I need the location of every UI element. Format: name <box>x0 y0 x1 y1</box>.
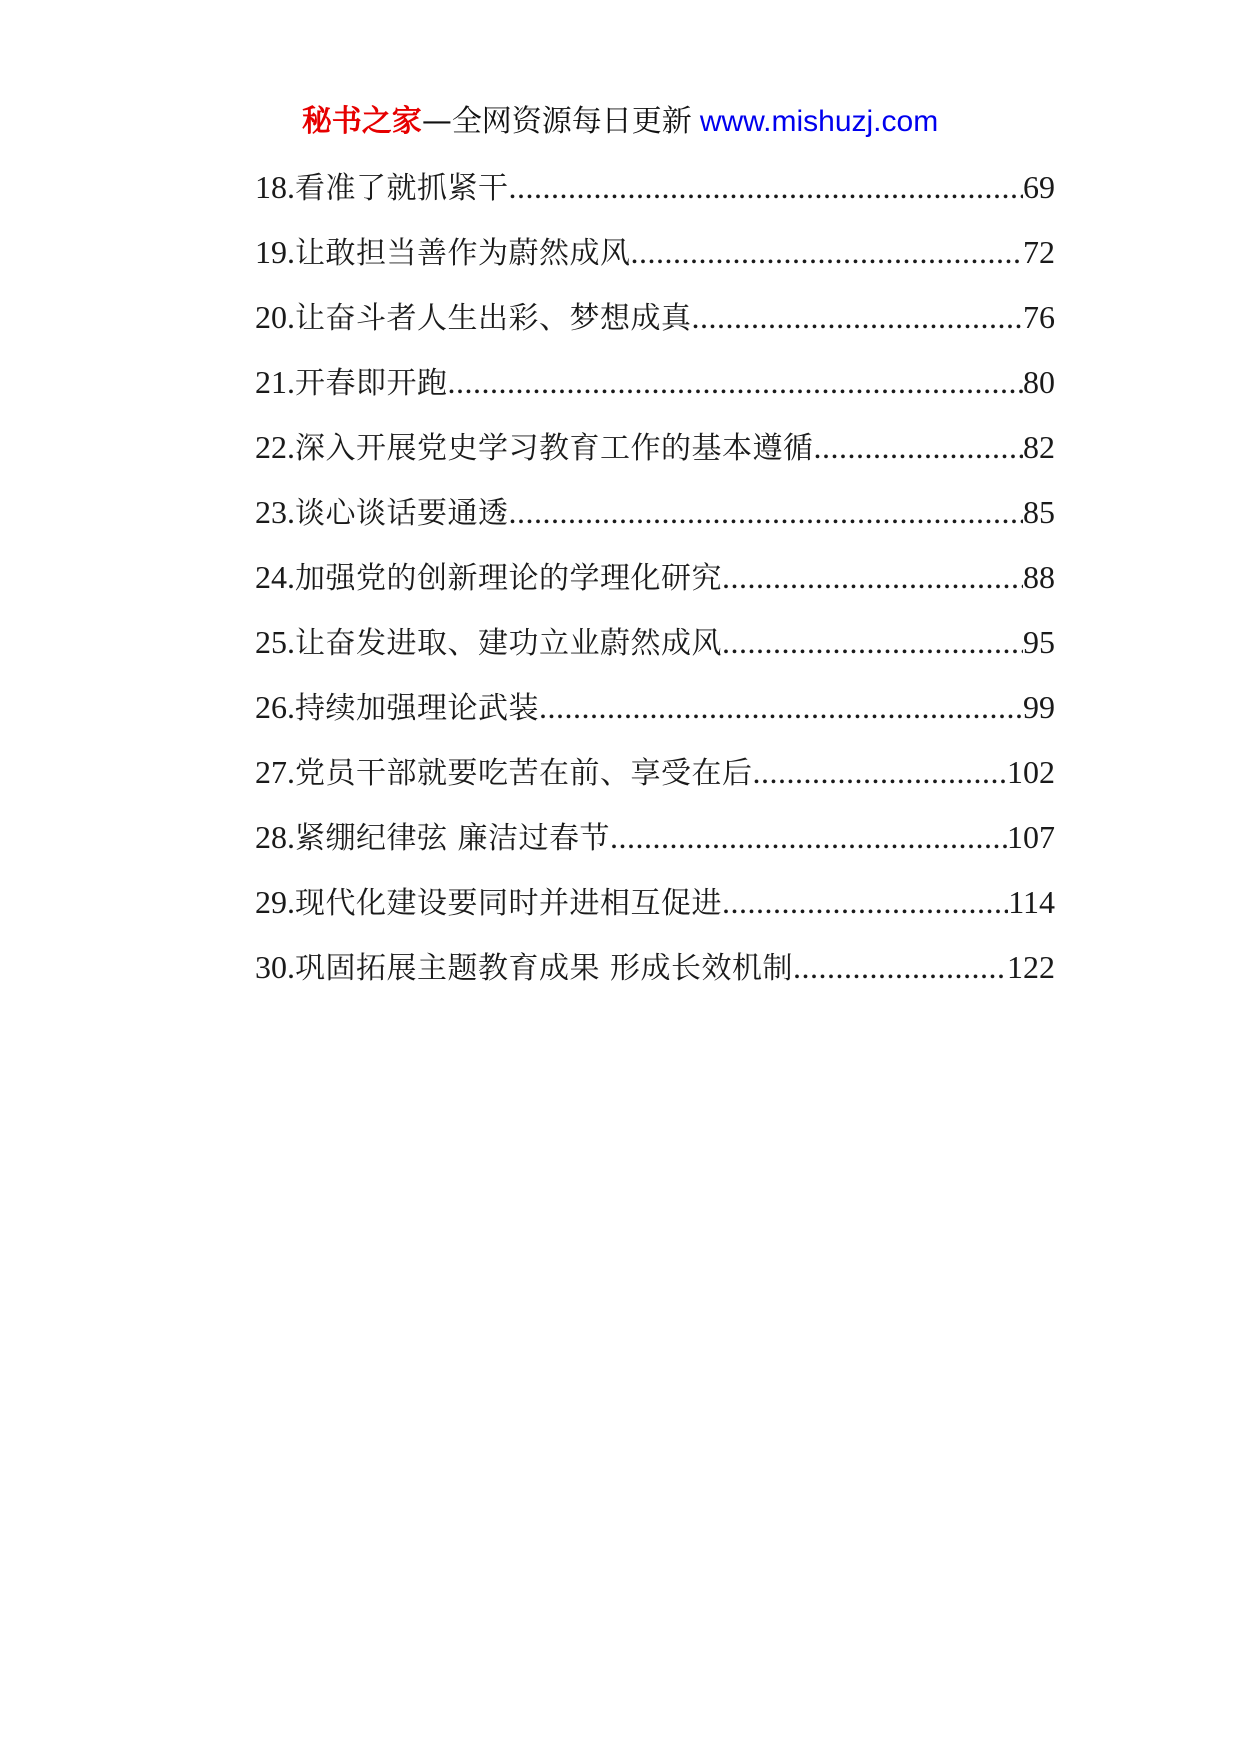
dot-leader <box>722 880 1008 924</box>
header-slogan: —全网资源每日更新 <box>421 104 692 139</box>
dot-leader <box>793 945 1007 989</box>
brand-name: 秘书之家 <box>301 104 422 139</box>
entry-page-number: 85 <box>1023 494 1055 530</box>
dot-leader <box>722 555 1023 599</box>
entry-page-number: 69 <box>1023 169 1055 205</box>
entry-title: 让敢担当善作为蔚然成风 <box>295 236 631 271</box>
entry-page-number: 88 <box>1023 559 1055 595</box>
entry-number: 27. <box>255 754 295 790</box>
entry-number: 19. <box>255 234 295 270</box>
toc-entry[interactable] <box>255 880 1055 945</box>
entry-page-number: 76 <box>1023 299 1055 335</box>
entry-title: 紧绷纪律弦 廉洁过春节 <box>295 821 611 856</box>
entry-page-number: 107 <box>1007 819 1055 855</box>
toc-entry[interactable] <box>255 620 1055 685</box>
entry-page-number: 80 <box>1023 364 1055 400</box>
entry-page-number: 114 <box>1008 884 1055 920</box>
entry-page-number: 72 <box>1023 234 1055 270</box>
entry-title: 现代化建设要同时并进相互促进 <box>295 886 722 921</box>
entry-page-number: 122 <box>1007 949 1055 985</box>
entry-number: 25. <box>255 624 295 660</box>
dot-leader <box>539 685 1023 729</box>
toc-entry[interactable] <box>255 685 1055 750</box>
entry-page-number: 102 <box>1007 754 1055 790</box>
entry-title: 深入开展党史学习教育工作的基本遵循 <box>295 431 814 466</box>
entry-title: 让奋发进取、建功立业蔚然成风 <box>295 626 722 661</box>
toc-entry[interactable] <box>255 815 1055 880</box>
toc-entry[interactable] <box>255 750 1055 815</box>
entry-title: 加强党的创新理论的学理化研究 <box>295 561 722 596</box>
entry-number: 22. <box>255 429 295 465</box>
toc-entry[interactable] <box>255 945 1055 1010</box>
toc-entry[interactable] <box>255 230 1055 295</box>
entry-page-number: 95 <box>1023 624 1055 660</box>
page-header <box>0 100 1240 144</box>
entry-title: 党员干部就要吃苦在前、享受在后 <box>295 756 753 791</box>
dot-leader <box>448 360 1024 404</box>
entry-page-number: 99 <box>1023 689 1055 725</box>
dot-leader <box>610 815 1007 859</box>
entry-title: 谈心谈话要通透 <box>295 496 509 531</box>
entry-number: 26. <box>255 689 295 725</box>
entry-number: 18. <box>255 169 295 205</box>
toc-entry[interactable] <box>255 165 1055 230</box>
toc-entry[interactable] <box>255 555 1055 620</box>
entry-number: 30. <box>255 949 295 985</box>
toc-entry[interactable] <box>255 295 1055 360</box>
dot-leader <box>509 490 1024 534</box>
dot-leader <box>753 750 1008 794</box>
toc-entry[interactable] <box>255 490 1055 555</box>
toc-entry[interactable] <box>255 360 1055 425</box>
entry-number: 29. <box>255 884 295 920</box>
entry-number: 20. <box>255 299 295 335</box>
entry-number: 28. <box>255 819 295 855</box>
site-url[interactable]: www.mishuzj.com <box>699 105 939 138</box>
entry-title: 开春即开跑 <box>295 366 448 401</box>
entry-number: 21. <box>255 364 295 400</box>
dot-leader <box>722 620 1023 664</box>
toc-entry[interactable] <box>255 425 1055 490</box>
dot-leader <box>509 165 1024 209</box>
dot-leader <box>631 230 1024 274</box>
entry-title: 巩固拓展主题教育成果 形成长效机制 <box>295 951 794 986</box>
entry-title: 持续加强理论武装 <box>295 691 539 726</box>
table-of-contents <box>255 165 1055 1010</box>
entry-number: 23. <box>255 494 295 530</box>
entry-title: 让奋斗者人生出彩、梦想成真 <box>295 301 692 336</box>
entry-number: 24. <box>255 559 295 595</box>
dot-leader <box>692 295 1024 339</box>
entry-title: 看准了就抓紧干 <box>295 171 509 206</box>
dot-leader <box>814 425 1024 469</box>
entry-page-number: 82 <box>1023 429 1055 465</box>
